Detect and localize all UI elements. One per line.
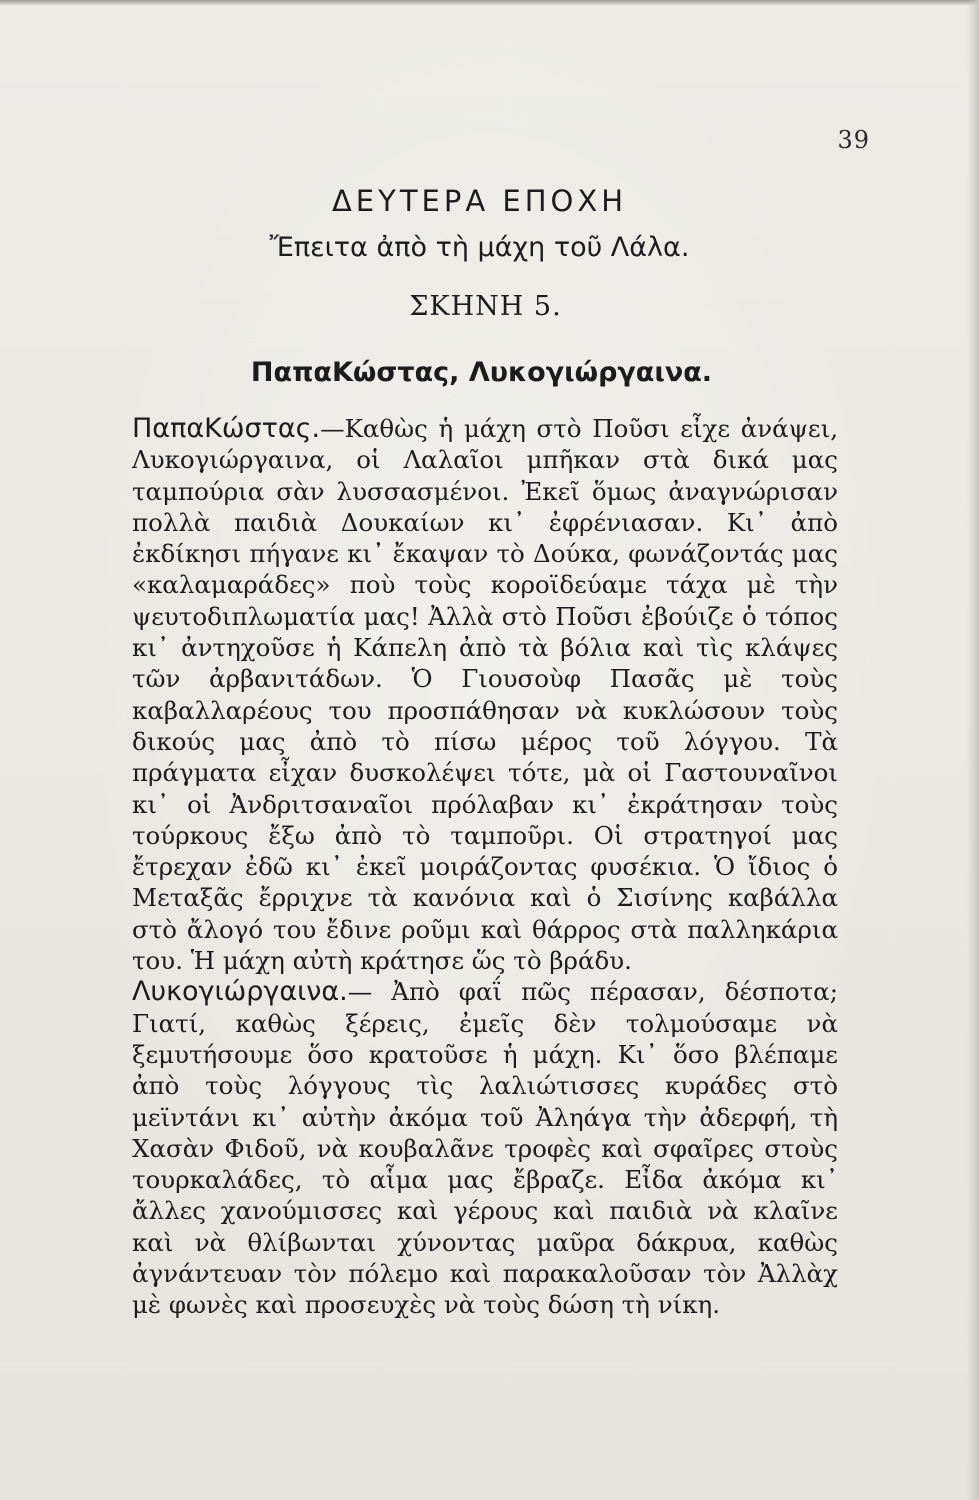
characters-list: ΠαπαΚώστας, Λυκογιώργαινα.	[250, 357, 713, 388]
speaker-name: Λυκογιώργαινα.	[132, 976, 348, 1008]
part-title: ΔΕΥΤΕΡΑ ΕΠΟΧΗ	[331, 184, 628, 218]
part-subtitle: Ἔπειτα ἀπὸ τὴ μάχη τοῦ Λάλα.	[269, 232, 690, 263]
dialogue-paragraph-1	[132, 413, 838, 976]
dialogue-paragraph-2	[132, 976, 838, 1320]
page-number: 39	[837, 126, 870, 154]
page-gutter-shadow	[967, 0, 979, 1500]
dialogue-text: —Καθὼς ἡ μάχη στὸ Ποῦσι εἶχε ἀνάψει, Λυκογιώργαινα, οἱ Λαλαῖοι μπῆκαν στὰ δικά μας ταμπούρια σὰν λυσσασμένοι. Ἐκεῖ ὅμως ἀναγνώρισαν πολλὰ παιδιὰ Δουκαίων κι᾽ ἐφρένιασαν. Κι᾽ ἀπὸ ἐκδίκησι πήγανε κι᾽ ἔκαψαν τὸ Δούκα, φωνάζοντάς μας «καλαμαράδες» ποὺ τοὺς κοροϊδεύαμε τάχα μὲ τὴν ψευτοδιπλωματία μας! Ἀλλὰ στὸ Ποῦσι ἐβούιζε ὁ τόπος κι᾽ ἀντηχοῦσε ἡ Κάπελη ἀπὸ τὰ βόλια καὶ τὶς κλάψες τῶν ἀρβανιτάδων. Ὁ Γιουσοὺφ Πασᾶς μὲ τοὺς καβαλλαρέους του προσπάθησαν νὰ κυκλώσουν τοὺς δικούς μας ἀπὸ τὸ πίσω μέρος τοῦ λόγγου. Τὰ πράγματα εἶχαν δυσκολέψει τότε, μὰ οἱ Γαστουναῖνοι κι᾽ οἱ Ἀνδριτσαναῖοι πρόλαβαν κι᾽ ἐκράτησαν τοὺς τούρκους ἔξω ἀπὸ τὸ ταμποῦρι. Οἱ στρατηγοί μας ἔτρεχαν ἐδῶ κι᾽ ἐκεῖ μοιράζοντας φυσέκια. Ὁ ἴδιος ὁ Μεταξᾶς ἔρριχνε τὰ κανόνια καὶ ὁ Σισίνης καβάλλα στὸ ἄλογό του ἔδινε ρoῦμι καὶ θάρρος στὰ παλληκάρια του. Ἡ μάχη αὐτὴ κράτησε ὥς τὸ βράδυ.	[132, 414, 838, 976]
dialogue-text: — Ἀπὸ φαΐ πῶς πέρασαν, δέσποτα; Γιατί, καθὼς ξέρεις, ἐμεῖς δὲν τολμούσαμε νὰ ξεμυτήσουμε ὅσο κρατοῦσε ἡ μάχη. Κι᾽ ὅσο βλέπαμε ἀπὸ τοὺς λόγγους τὶς λαλιώτισσες κυράδες στὸ μεϊντάνι κι᾽ αὐτὴν ἀκόμα τοῦ Ἀληάγα τὴν ἀδερφή, τὴ Χασὰν Φιδοῦ, νὰ κουβαλᾶνε τροφὲς καὶ σφαῖρες στοὺς τουρκαλάδες, τὸ αἷμα μας ἔβραζε. Εἶδα ἀκόμα κι᾽ ἄλλες χανούμισσες καὶ γέρους καὶ παιδιὰ νὰ κλαῖνε καὶ νὰ θλίβωνται χύνοντας μαῦρα δάκρυα, καθὼς ἀγνάντευαν τὸν πόλεμο καὶ παρακαλοῦσαν τὸν Ἀλλὰχ μὲ φωνὲς καὶ προσευχὲς νὰ τοὺς δώση τὴ νίκη.	[132, 977, 838, 1320]
page-edge-shadow	[0, 0, 979, 6]
dialogue-body	[132, 413, 838, 1321]
scene-heading: ΣΚΗΝΗ 5.	[409, 291, 562, 322]
speaker-name: ΠαπαΚώστας.	[132, 413, 321, 444]
